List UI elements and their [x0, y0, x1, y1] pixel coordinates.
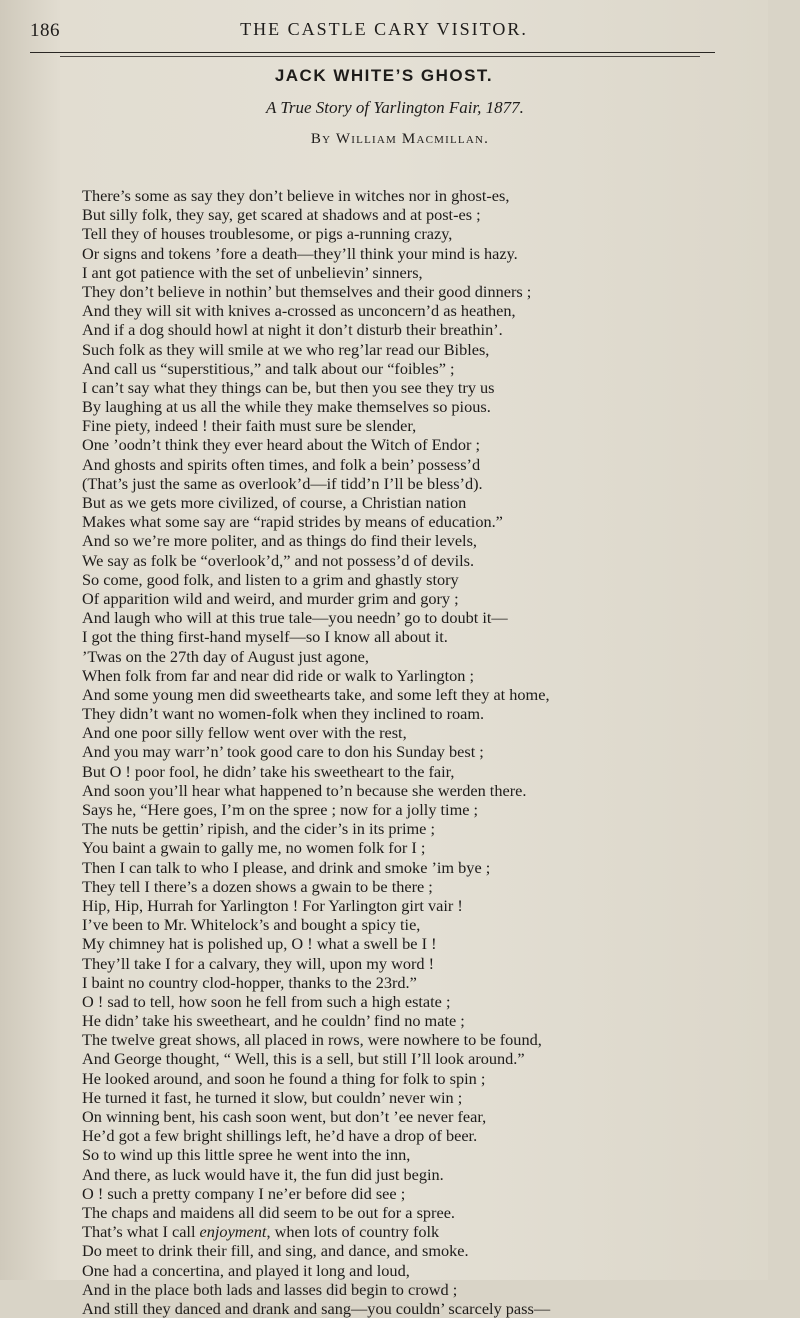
article-subtitle: A True Story of Yarlington Fair, 1877. [266, 98, 524, 117]
poem-line: The nuts be gettin’ ripish, and the cider’s in its prime ; [82, 819, 435, 839]
header-rule [30, 52, 715, 53]
poem-line: He looked around, and soon he found a thing for folk to spin ; [82, 1068, 486, 1088]
poem-line: They’ll take I for a calvary, they will, upon my word ! [82, 953, 435, 973]
poem-line: But as we gets more civilized, of course, a Christian nation [82, 493, 467, 512]
poem-line: And soon you’ll hear what happened to’n because she werden there. [82, 780, 527, 800]
poem-line: They tell I there’s a dozen shows a gwain to be there ; [82, 876, 433, 896]
poem-line: And laugh who will at this true tale—you needn’ go to doubt it— [82, 608, 508, 628]
poem-line: By laughing at us all the while they make themselves so pious. [82, 397, 491, 417]
poem-line: One ’oodn’t think they ever heard about the Witch of Endor ; [82, 435, 480, 455]
poem-line: When folk from far and near did ride or walk to Yarlington ; [82, 665, 475, 685]
poem-line: ’Twas on the 27th day of August just agone, [82, 646, 369, 666]
poem-line: Says he, “Here goes, I’m on the spree ; now for a jolly time ; [82, 800, 479, 819]
poem-line: The twelve great shows, all placed in rows, were nowhere to be found, [82, 1030, 542, 1050]
poem-line: Of apparition wild and weird, and murder grim and gory ; [82, 588, 459, 608]
poem-line: I ant got patience with the set of unbelievin’ sinners, [82, 262, 423, 282]
poem-line: Or signs and tokens ’fore a death—they’ll think your mind is hazy. [82, 243, 518, 263]
poem-line: My chimney hat is polished up, O ! what a swell be I ! [82, 934, 437, 954]
poem-line: He didn’ take his sweetheart, and he couldn’ find no mate ; [82, 1011, 465, 1031]
poem-line: He’d got a few bright shillings left, he’d have a drop of beer. [82, 1126, 478, 1146]
poem-body [82, 186, 722, 1318]
poem-line: We say as folk be “overlook’d,” and not possess’d of devils. [82, 550, 475, 570]
poem-line: O ! sad to tell, how soon he fell from such a high estate ; [82, 991, 451, 1011]
poem-line: But silly folk, they say, get scared at shadows and at post-es ; [82, 205, 481, 225]
poem-line: And if a dog should howl at night it don’t disturb their breathin’. [82, 320, 503, 340]
poem-line: I got the thing first-hand myself—so I know all about it. [82, 627, 448, 647]
poem-line: Do meet to drink their fill, and sing, and dance, and smoke. [82, 1241, 469, 1261]
poem-line: Such folk as they will smile at we who reg’lar read our Bibles, [82, 339, 490, 359]
poem-line: They didn’t want no women-folk when they inclined to roam. [82, 704, 485, 724]
header-rule-secondary [60, 56, 700, 57]
poem-line: So come, good folk, and listen to a grim and ghastly story [82, 569, 459, 589]
article-byline: By William Macmillan. [310, 131, 490, 147]
poem-line: But O ! poor fool, he didn’ take his sweetheart to the fair, [82, 761, 455, 781]
poem-line: So to wind up this little spree he went into the inn, [82, 1145, 411, 1165]
poem-line: I’ve been to Mr. Whitelock’s and bought a spicy tie, [82, 915, 421, 935]
poem-line: They don’t believe in nothin’ but themselves and their good dinners ; [82, 281, 532, 301]
poem-line: (That’s just the same as overlook’d—if tidd’n I’ll be bless’d). [82, 473, 483, 493]
poem-line: And there, as luck would have it, the fun did just begin. [82, 1164, 444, 1184]
poem-line: One had a concertina, and played it long and loud, [82, 1260, 410, 1280]
poem-line: And call us “superstitious,” and talk about our “foibles” ; [82, 358, 455, 378]
poem-line: And you may warr’n’ took good care to don his Sunday best ; [82, 742, 484, 762]
poem-line: That’s what I call enjoyment, when lots of country folk [82, 1222, 440, 1242]
running-title: THE CASTLE CARY VISITOR. [240, 19, 528, 39]
poem-line: I baint no country clod-hopper, thanks to the 23rd.” [82, 972, 417, 992]
poem-line: And they will sit with knives a-crossed as unconcern’d as heathen, [82, 301, 516, 321]
poem-line: Hip, Hip, Hurrah for Yarlington ! For Yarlington girt vair ! [82, 895, 463, 915]
poem-line: You baint a gwain to gally me, no women folk for I ; [82, 838, 426, 858]
page-number: 186 [30, 20, 60, 41]
poem-line: Fine piety, indeed ! their faith must sure be slender, [82, 416, 417, 436]
poem-line: Makes what some say are “rapid strides by means of education.” [82, 512, 503, 532]
poem-line: And in the place both lads and lasses did begin to crowd ; [82, 1279, 458, 1299]
poem-line: And still they danced and drank and sang—you couldn’ scarcely pass— [82, 1298, 551, 1318]
poem-line: The chaps and maidens all did seem to be out for a spree. [82, 1202, 455, 1222]
poem-line: And George thought, “ Well, this is a sell, but still I’ll look around.” [82, 1049, 525, 1069]
poem-line: Tell they of houses troublesome, or pigs a-running crazy, [82, 224, 453, 244]
poem-line: And so we’re more politer, and as things do find their levels, [82, 531, 477, 551]
poem-line: And some young men did sweethearts take, and some left they at home, [82, 684, 550, 704]
poem-line: O ! such a pretty company I ne’er before did see ; [82, 1183, 406, 1203]
poem-line: He turned it fast, he turned it slow, but couldn’ never win ; [82, 1087, 463, 1107]
article-title: JACK WHITE’S GHOST. [274, 66, 494, 85]
poem-line: And one poor silly fellow went over with the rest, [82, 723, 407, 743]
poem-line: Then I can talk to who I please, and drink and smoke ’im bye ; [82, 857, 491, 877]
poem-line: On winning bent, his cash soon went, but don’t ’ee never fear, [82, 1107, 487, 1126]
poem-line: I can’t say what they things can be, but then you see they try us [82, 377, 495, 397]
poem-line: There’s some as say they don’t believe in witches nor in ghost-es, [82, 186, 510, 205]
poem-line: And ghosts and spirits often times, and folk a bein’ possess’d [82, 454, 481, 474]
